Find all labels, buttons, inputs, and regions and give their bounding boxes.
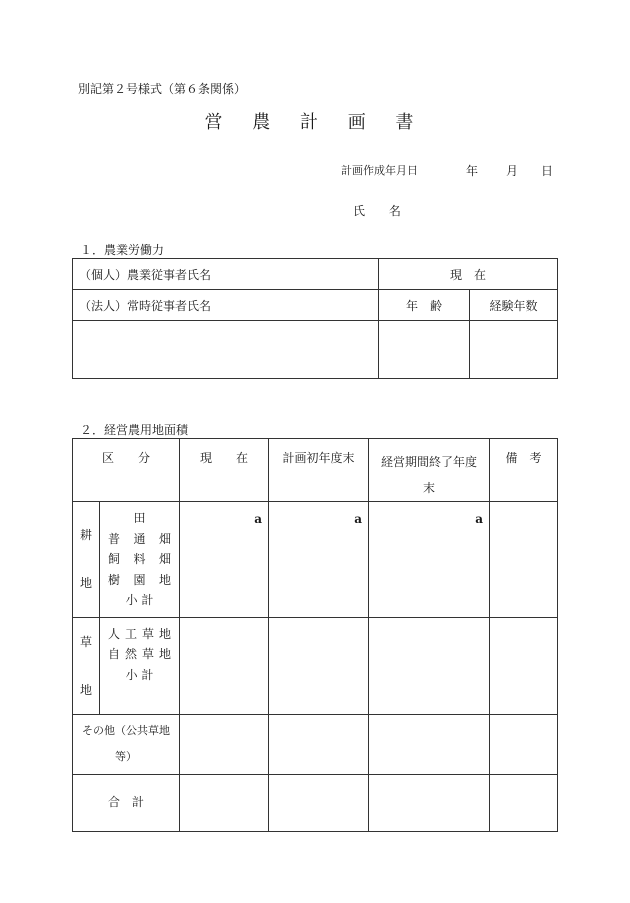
individual-worker-label: （個人）農業従事者氏名 — [73, 259, 379, 290]
current-area-header: 現 在 — [180, 439, 269, 502]
farmland-group-label — [73, 502, 100, 618]
labor-table — [72, 258, 558, 379]
farmland-items — [100, 502, 180, 618]
list-item: 普 通 畑 — [108, 531, 172, 546]
list-item: 田 — [133, 511, 146, 525]
total-remarks-cell[interactable] — [490, 774, 558, 831]
age-cell[interactable] — [379, 321, 470, 379]
date-day-label: 日 — [541, 164, 554, 178]
grassland-group-label — [73, 617, 100, 714]
plan-start-header: 計画初年度末 — [269, 439, 369, 502]
grassland-plan-start-cell[interactable] — [269, 617, 369, 714]
category-header: 区 分 — [73, 439, 180, 502]
farmland-char2: 地 — [79, 576, 92, 591]
list-item: 自 然 草 地 — [108, 647, 172, 661]
date-month-label: 月 — [506, 164, 519, 178]
list-item: 小 計 — [125, 593, 154, 607]
worker-name-cell[interactable] — [73, 321, 379, 379]
grassland-char2: 地 — [79, 682, 92, 697]
other-label — [73, 714, 180, 774]
experience-header: 経験年数 — [470, 290, 558, 321]
plan-end-header-line2: 末 — [423, 481, 436, 495]
total-label: 合 計 — [73, 774, 180, 831]
list-item: 人 工 草 地 — [108, 626, 172, 641]
plan-end-header — [369, 439, 490, 502]
total-current-cell[interactable] — [180, 774, 269, 831]
corporate-worker-label: （法人）常時従事者氏名 — [73, 290, 379, 321]
other-label-line2: 等） — [115, 750, 137, 763]
section2-heading: ２．経営農用地面積 — [80, 423, 189, 437]
age-header: 年 齢 — [379, 290, 470, 321]
total-plan-end-cell[interactable] — [369, 774, 490, 831]
applicant-name-label: 氏 名 — [353, 204, 411, 218]
list-item: 飼 料 畑 — [108, 552, 172, 566]
remarks-header: 備 考 — [490, 439, 558, 502]
experience-cell[interactable] — [470, 321, 558, 379]
other-current-cell[interactable] — [180, 714, 269, 774]
current-header: 現 在 — [379, 259, 558, 290]
grassland-remarks-cell[interactable] — [490, 617, 558, 714]
grassland-current-cell[interactable] — [180, 617, 269, 714]
section1-heading: １．農業労働力 — [80, 243, 165, 257]
farmland-char1: 耕 — [79, 528, 92, 543]
form-number-label: 別記第２号様式（第６条関係） — [78, 82, 247, 96]
grassland-plan-end-cell[interactable] — [369, 617, 490, 714]
date-year-label: 年 — [466, 164, 479, 178]
other-remarks-cell[interactable] — [490, 714, 558, 774]
date-label: 計画作成年月日 — [341, 164, 418, 177]
list-item: 小 計 — [125, 667, 154, 682]
farmland-plan-end-cell[interactable]: a — [369, 502, 490, 618]
farmland-plan-start-cell[interactable]: a — [269, 502, 369, 618]
grassland-char1: 草 — [79, 634, 92, 649]
grassland-items — [100, 617, 180, 714]
document-title: 営 農 計 画 書 — [204, 112, 426, 133]
list-item: 樹 園 地 — [108, 572, 172, 587]
total-plan-start-cell[interactable] — [269, 774, 369, 831]
other-plan-start-cell[interactable] — [269, 714, 369, 774]
plan-end-header-line1: 経営期間終了年度 — [381, 455, 478, 469]
other-plan-end-cell[interactable] — [369, 714, 490, 774]
farmland-remarks-cell[interactable] — [490, 502, 558, 618]
farmland-area-table — [72, 438, 558, 832]
farmland-current-cell[interactable]: a — [180, 502, 269, 618]
other-label-line1: その他（公共草地 — [82, 724, 170, 737]
